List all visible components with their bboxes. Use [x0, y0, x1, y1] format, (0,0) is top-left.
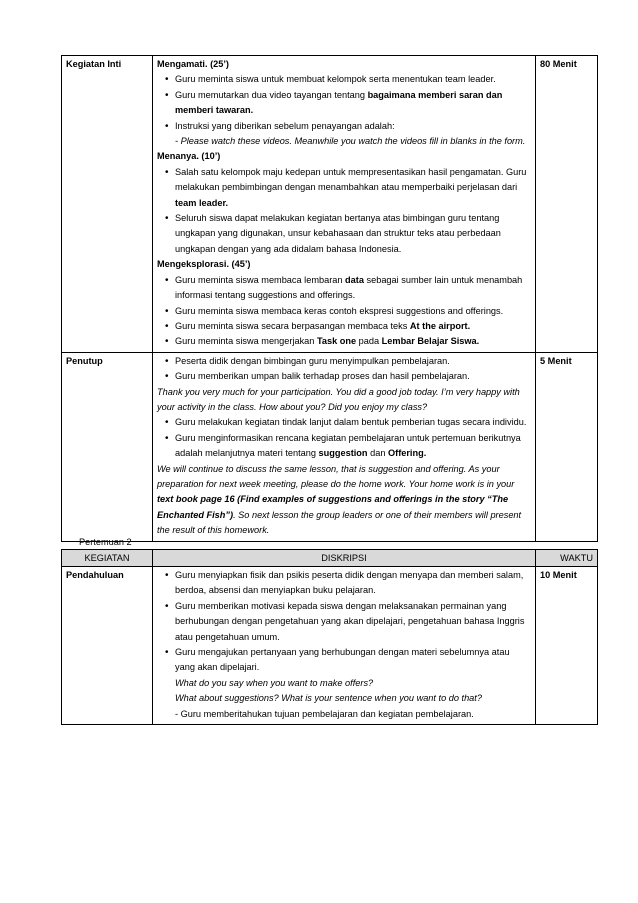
list-item: • Guru menginformasikan rencana kegiatan pembelajaran untuk pertemuan berikutnya adalah melanjutnya materi tentang suggestion dan Offering. [157, 431, 531, 462]
dash-note: - Guru memberitahukan tujuan pembelajaran dan kegiatan pembelajaran. [175, 708, 474, 719]
italic-closing-remark: Thank you very much for your participation. You did a good job today. I’m very happy with your activity in the class. How about you? Did you enjoy my class? [157, 386, 520, 412]
list-item: • Guru meminta siswa membaca keras contoh ekspresi suggestions and offerings. [157, 304, 531, 319]
table-header-row [62, 550, 598, 567]
table-row [62, 567, 598, 725]
list-item: • Guru menyiapkan fisik dan psikis peserta didik dengan menyapa dan memberi salam, berdoa, absensi dan menyiapkan buku pelajaran. [157, 568, 531, 599]
list-item: • Guru mengajukan pertanyaan yang berhubungan dengan materi sebelumnya atau yang akan dipelajari. [157, 645, 531, 676]
bullet-list [157, 354, 531, 385]
column-header-deskripsi: DISKRIPSI [153, 550, 536, 567]
lesson-plan-table-2 [61, 549, 598, 725]
activity-duration: 10 Menit [536, 567, 598, 725]
activity-name: Penutup [62, 352, 153, 541]
activity-name: Pendahuluan [62, 567, 153, 725]
italic-question: What about suggestions? What is your sentence when you want to do that? [175, 693, 482, 704]
activity-duration: 5 Menit [536, 352, 598, 541]
bullet-list [157, 165, 531, 257]
list-item: • Guru meminta siswa mengerjakan Task one pada Lembar Belajar Siswa. [157, 334, 531, 349]
activity-name: Kegiatan Inti [62, 56, 153, 353]
list-item: • Guru meminta siswa secara berpasangan membaca teks At the airport. [157, 319, 531, 334]
list-item: • Seluruh siswa dapat melakukan kegiatan bertanya atas bimbingan guru tentang ungkapan yang digunakan, unsur kebahasaan dan struktur teks atau perbedaan ungkapan dengan yang ada didalam bahasa Indonesia. [157, 211, 531, 257]
lesson-plan-table-1 [61, 55, 598, 542]
column-header-kegiatan: KEGIATAN [62, 550, 153, 567]
bullet-list [157, 273, 531, 350]
list-item: • Guru memberikan motivasi kepada siswa dengan melaksanakan permainan yang berhubungan dengan pengetahuan yang akan dipelajari, pengetahuan bahasa Inggris atau pengetahuan umum. [157, 599, 531, 645]
table-row [62, 56, 598, 353]
section-title: Menanya. (10’) [157, 151, 221, 162]
italic-homework-note: We will continue to discuss the same lesson, that is suggestion and offering. As your preparation for next week meeting, please do the home work. Your home work is in your text book page 16 (Find examples of suggestions and offerings in the story “The Enchanted Fish”). So next lesson the group leaders or one of their members will present the result of this homework. [157, 463, 522, 536]
list-item: • Guru memutarkan dua video tayangan tentang bagaimana memberi saran dan memberi tawaran. [157, 88, 531, 119]
list-item: • Guru melakukan kegiatan tindak lanjut dalam bentuk pemberian tugas secara individu. [157, 415, 531, 430]
list-item: • Guru meminta siswa membaca lembaran data sebagai sumber lain untuk menambah informasi tentang suggestions and offerings. [157, 273, 531, 304]
list-item: • Guru meminta siswa untuk membuat kelompok serta menentukan team leader. [157, 72, 531, 87]
meeting-label: Pertemuan 2 [79, 537, 132, 547]
bullet-list [157, 568, 531, 676]
activity-description [153, 352, 536, 541]
italic-question: What do you say when you want to make offers? [175, 677, 374, 688]
list-item: • Instruksi yang diberikan sebelum penayangan adalah: [157, 119, 531, 134]
activity-duration: 80 Menit [536, 56, 598, 353]
list-item: • Peserta didik dengan bimbingan guru menyimpulkan pembelajaran. [157, 354, 531, 369]
bullet-list [157, 72, 531, 134]
activity-description [153, 567, 536, 725]
list-item: • Salah satu kelompok maju kedepan untuk mempresentasikan hasil pengamatan. Guru melakukan pembimbingan dengan menambahkan atau memperbaiki perjelasan dari team leader. [157, 165, 531, 211]
column-header-waktu: WAKTU [536, 550, 598, 567]
italic-instruction: - Please watch these videos. Meanwhile you watch the videos fill in blanks in the form. [175, 136, 526, 147]
list-item: • Guru memberikan umpan balik terhadap proses dan hasil pembelajaran. [157, 369, 531, 384]
bullet-list [157, 415, 531, 461]
activity-description [153, 56, 536, 353]
section-title: Mengeksplorasi. (45’) [157, 259, 251, 270]
table-row [62, 352, 598, 541]
section-title: Mengamati. (25’) [157, 59, 229, 69]
